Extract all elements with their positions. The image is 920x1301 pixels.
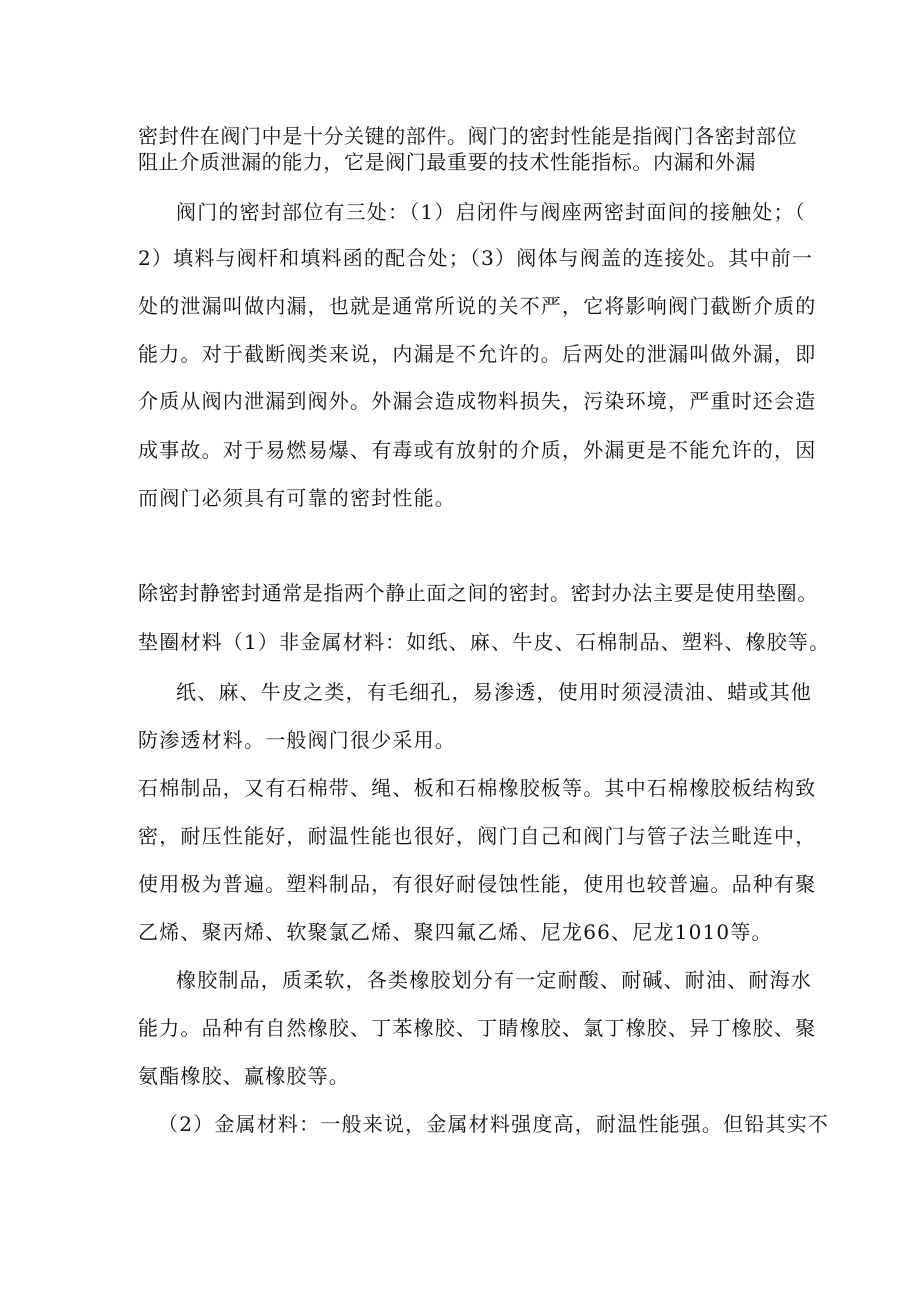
asbestos-line-3: 使用极为普遍。塑料制品，有很好耐侵蚀性能，使用也较普遍。品种有聚	[138, 872, 817, 896]
asbestos-line-2: 密，耐压性能好，耐温性能也很好，阀门自己和阀门与管子法兰毗连中，	[138, 824, 817, 848]
seal-positions-line-3: 处的泄漏叫做内漏，也就是通常所说的关不严，它将影响阀门截断介质的	[138, 294, 817, 318]
paper-hemp-line-2: 防渗透材料。一般阀门很少采用。	[138, 728, 456, 752]
rubber-line-2: 能力。品种有自然橡胶、丁苯橡胶、丁睛橡胶、氯丁橡胶、异丁橡胶、聚	[138, 1016, 817, 1040]
seal-positions-line-1: 阀门的密封部位有三处：（1）启闭件与阀座两密封面间的接触处；（	[176, 200, 806, 224]
static-seal-line-2: 垫圈材料（1）非金属材料：如纸、麻、牛皮、石棉制品、塑料、橡胶等。	[138, 630, 831, 654]
intro-line-1: 密封件在阀门中是十分关键的部件。阀门的密封性能是指阀门各密封部位	[138, 124, 798, 148]
seal-positions-line-2: 2）填料与阀杆和填料函的配合处；（3）阀体与阀盖的连接处。其中前一	[138, 246, 814, 270]
static-seal-line-1: 除密封静密封通常是指两个静止面之间的密封。密封办法主要是使用垫圈。	[138, 581, 818, 605]
rubber-line-3: 氨酯橡胶、赢橡胶等。	[138, 1064, 350, 1088]
seal-positions-line-7: 而阀门必须具有可靠的密封性能。	[138, 486, 456, 510]
asbestos-line-1: 石棉制品，又有石棉带、绳、板和石棉橡胶板等。其中石棉橡胶板结构致	[138, 776, 817, 800]
rubber-line-1: 橡胶制品，质柔软，各类橡胶划分有一定耐酸、耐碱、耐油、耐海水	[176, 968, 812, 992]
asbestos-line-4: 乙烯、聚丙烯、软聚氯乙烯、聚四氟乙烯、尼龙66、尼龙1010等。	[138, 920, 773, 944]
metal-line-1: （2）金属材料：一般来说，金属材料强度高，耐温性能强。但铅其实不	[158, 1112, 830, 1136]
intro-line-2: 阻止介质泄漏的能力，它是阀门最重要的技术性能指标。内漏和外漏	[138, 150, 756, 174]
paper-hemp-line-1: 纸、麻、牛皮之类，有毛细孔，易渗透，使用时须浸渍油、蜡或其他	[176, 680, 812, 704]
seal-positions-line-4: 能力。对于截断阀类来说，内漏是不允许的。后两处的泄漏叫做外漏，即	[138, 342, 817, 366]
seal-positions-line-6: 成事故。对于易燃易爆、有毒或有放射的介质，外漏更是不能允许的，因	[138, 438, 817, 462]
seal-positions-line-5: 介质从阀内泄漏到阀外。外漏会造成物料损失，污染环境，严重时还会造	[138, 389, 817, 413]
